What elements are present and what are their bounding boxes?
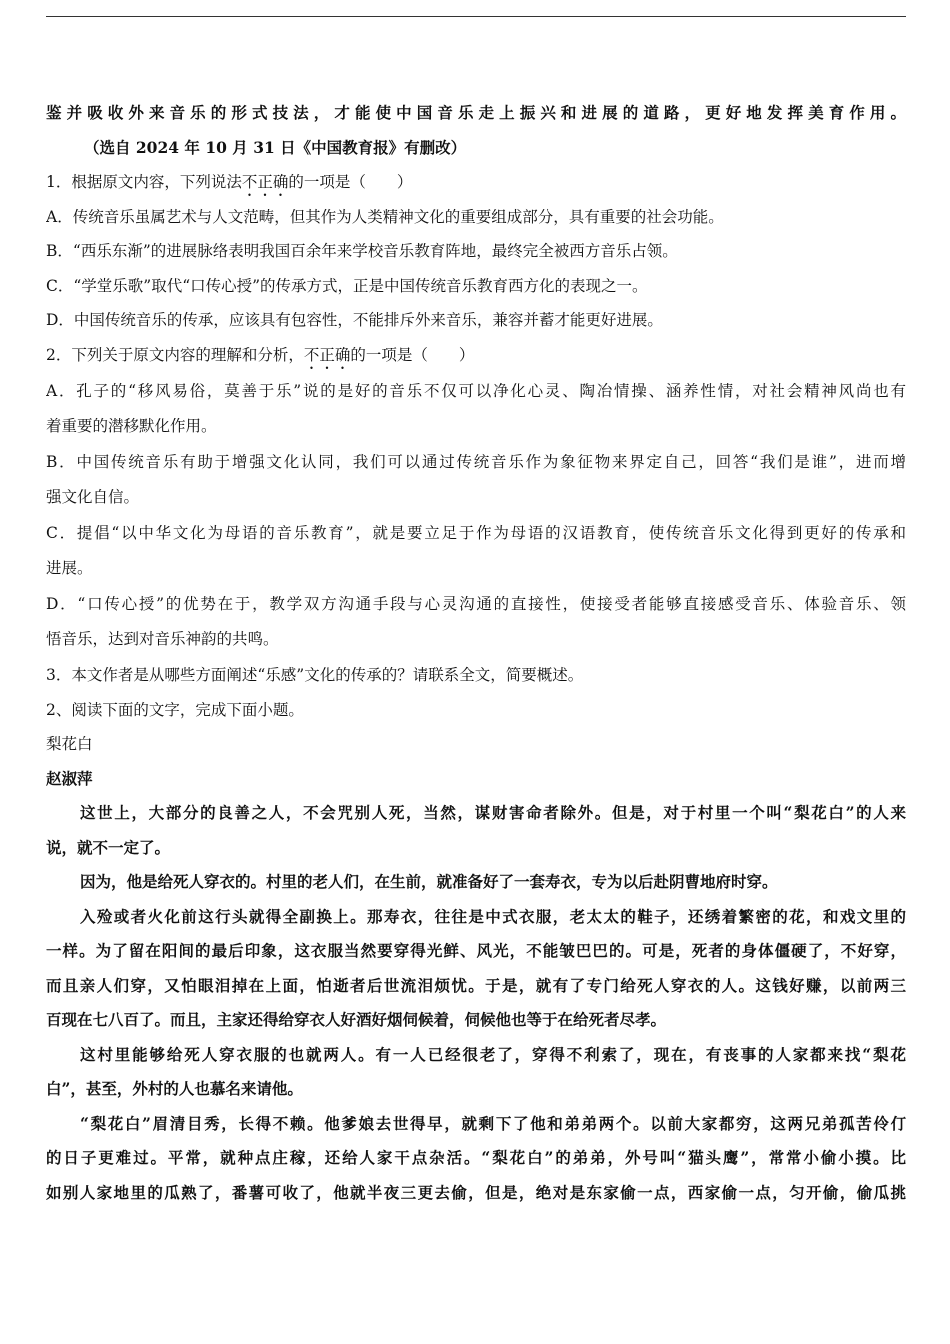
- story-author: 赵淑萍: [46, 768, 93, 788]
- question-1-option-a: A．传统音乐虽属艺术与人文范畴，但其作为人类精神文化的重要组成部分，具有重要的社会功能。: [46, 207, 724, 226]
- question-2-option-d-cont: 悟音乐，达到对音乐神韵的共鸣。: [46, 629, 279, 648]
- header-rule: [46, 16, 906, 17]
- story-paragraph-4-line-1: 这村里能够给死人穿衣服的也就两人。有一人已经很老了，穿得不利索了，现在，有丧事的人家都来找“梨花: [80, 1044, 906, 1064]
- question-2-stem: 2．下列关于原文内容的理解和分析，不正确的一项是（ ）: [46, 345, 475, 364]
- question-2-option-b: B．中国传统音乐有助于增强文化认同，我们可以通过传统音乐作为象征物来界定自己，回答“我们是谁”，进而增: [46, 453, 906, 471]
- question-1-option-d: D．中国传统音乐的传承，应该具有包容性，不能排斥外来音乐，兼容并蓄才能更好进展。: [46, 311, 663, 329]
- story-paragraph-4-line-2: 白”，甚至，外村的人也慕名来请他。: [46, 1079, 303, 1098]
- document-page: [46, 96, 906, 1210]
- emphasis-not-correct: 不正确: [241, 173, 289, 191]
- story-paragraph-2-line-1: 因为，他是给死人穿衣的。村里的老人们，在生前，就准备好了一套寿衣，专为以后赴阴曹地府时穿。: [80, 872, 778, 891]
- article-source: （选自 2024 年 10 月 31 日《中国教育报》有删改）: [84, 137, 467, 157]
- story-paragraph-5-line-2: 的日子更难过。平常，就种点庄稼，还给人家干点杂活。“梨花白”的弟弟，外号叫“猫头鹰”，常常小偷小摸。比: [46, 1148, 906, 1167]
- story-paragraph-5-line-1: “梨花白”眉清目秀，长得不赖。他爹娘去世得早，就剩下了他和弟弟两个。以前大家都穷，这两兄弟孤苦伶仃: [80, 1113, 906, 1133]
- question-2-option-d: D．“口传心授”的优势在于，教学双方沟通手段与心灵沟通的直接性，使接受者能够直接感受音乐、体验音乐、领: [46, 595, 906, 613]
- emphasis-not-correct: 不正确: [303, 345, 351, 364]
- story-title: 梨花白: [46, 735, 93, 753]
- story-paragraph-3-line-4: 百现在七八百了。而且，主家还得给穿衣人好酒好烟伺候着，伺候他也等于在给死者尽孝。: [46, 1010, 667, 1029]
- article-continuation: 鉴并吸收外来音乐的形式技法，才能使中国音乐走上振兴和进展的道路，更好地发挥美育作用。: [46, 103, 906, 122]
- question-3-stem: 3．本文作者是从哪些方面阐述“乐感”文化的传承的？请联系全文，简要概述。: [46, 666, 584, 684]
- story-paragraph-1-line-2: 说，就不一定了。: [46, 837, 171, 857]
- story-paragraph-1-line-1: 这世上，大部分的良善之人，不会咒别人死，当然，谋财害命者除外。但是，对于村里一个叫“梨花白”的人来: [80, 803, 906, 822]
- question-1-stem: 1．根据原文内容，下列说法不正确的一项是（ ）: [46, 173, 413, 191]
- question-2-option-b-cont: 强文化自信。: [46, 487, 140, 506]
- section-2-instruction: 2、阅读下面的文字，完成下面小题。: [46, 700, 304, 719]
- question-2-option-c-cont: 进展。: [46, 558, 93, 577]
- story-paragraph-3-line-1: 入殓或者火化前这行头就得全副换上。那寿衣，往往是中式衣服，老太太的鞋子，还绣着繁密的花，和戏文里的: [80, 906, 906, 926]
- question-1-option-c: C．“学堂乐歌”取代“口传心授”的传承方式，正是中国传统音乐教育西方化的表现之一。: [46, 276, 648, 295]
- story-paragraph-5-line-3: 如别人家地里的瓜熟了，番薯可收了，他就半夜三更去偷，但是，绝对是东家偷一点，西家偷一点，匀开偷，偷瓜挑: [46, 1182, 906, 1202]
- question-2-option-c: C．提倡“以中华文化为母语的音乐教育”，就是要立足于作为母语的汉语教育，使传统音乐文化得到更好的传承和: [46, 524, 906, 542]
- question-1-option-b: B．“西乐东渐”的进展脉络表明我国百余年来学校音乐教育阵地，最终完全被西方音乐占领。: [46, 242, 678, 260]
- story-paragraph-3-line-3: 而且亲人们穿，又怕眼泪掉在上面，怕逝者后世流泪烦忧。于是，就有了专门给死人穿衣的人。这钱好赚，以前两三: [46, 975, 906, 995]
- story-paragraph-3-line-2: 一样。为了留在阳间的最后印象，这衣服当然要穿得光鲜、风光，不能皱巴巴的。可是，死者的身体僵硬了，不好穿，: [46, 941, 906, 960]
- question-2-option-a: A．孔子的“移风易俗，莫善于乐”说的是好的音乐不仅可以净化心灵、陶冶情操、涵养性情，对社会精神风尚也有: [46, 382, 906, 400]
- question-2-option-a-cont: 着重要的潜移默化作用。: [46, 416, 217, 435]
